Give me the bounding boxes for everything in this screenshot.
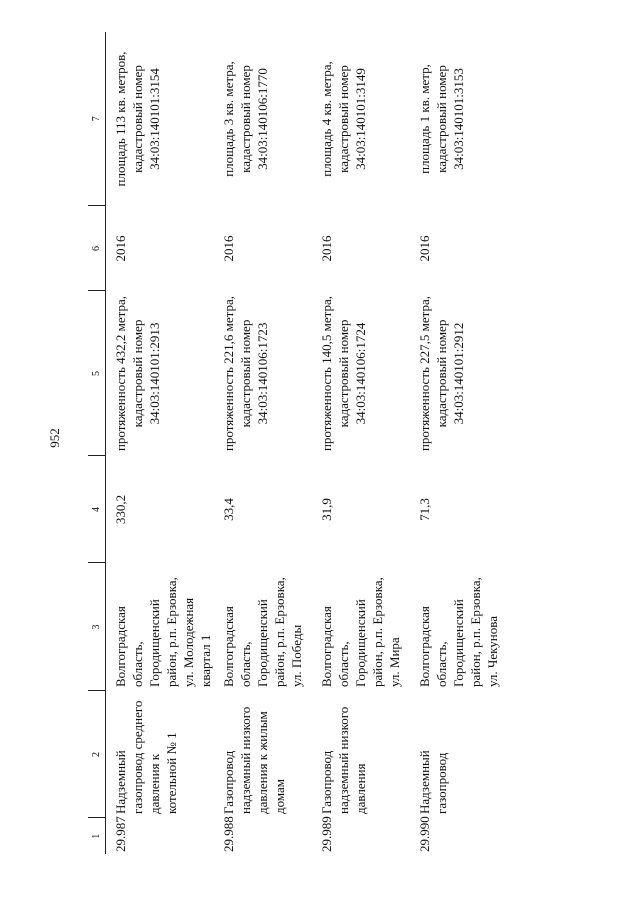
object-year: 2016 (113, 235, 128, 262)
header-row (88, 32, 106, 854)
object-address: Волгоградская область, Городищенский район, р.п. Ерзовка, ул. Победы (221, 577, 304, 687)
object-length: протяженность 221,6 метра, кадастровый номер 34:03:140106:1723 (221, 295, 270, 452)
column-header: 5 (88, 291, 106, 456)
object-name: Газопровод надземный низкого давления к жилым домам (221, 706, 287, 814)
object-area: площадь 113 кв. метров, кадастровый номер 34:03:140101:3154 (113, 51, 162, 187)
object-name: Надземный газопровод среднего давления к котельной № 1 (113, 700, 179, 814)
row-number: 29.988 (221, 816, 236, 852)
object-address: Волгоградская область, Городищенский район, р.п. Ерзовка, ул. Чекунова (417, 577, 500, 687)
object-year: 2016 (417, 235, 432, 262)
column-header: 7 (88, 32, 106, 206)
object-length: протяженность 227,5 метра, кадастровый номер 34:03:140101:2912 (417, 295, 466, 452)
row-number: 29.989 (319, 816, 334, 852)
table-row (410, 32, 508, 854)
object-value: 31,9 (319, 498, 334, 521)
object-length: протяженность 432,2 метра, кадастровый номер 34:03:140101:2913 (113, 295, 162, 452)
object-value: 330,2 (113, 494, 128, 525)
table-row (214, 32, 312, 854)
column-header: 1 (88, 818, 106, 854)
object-value: 33,4 (221, 498, 236, 521)
column-header: 3 (88, 563, 106, 691)
object-name: Надземный газопровод (417, 750, 449, 814)
object-year: 2016 (221, 235, 236, 262)
row-number: 29.987 (113, 816, 128, 852)
column-header: 2 (88, 691, 106, 818)
page-number: 952 (47, 428, 62, 448)
column-header: 4 (88, 456, 106, 563)
object-area: площадь 4 кв. метра, кадастровый номер 34:03:140101:3149 (319, 61, 368, 177)
object-length: протяженность 140,5 метра, кадастровый номер 34:03:140106:1724 (319, 295, 368, 452)
row-number: 29.990 (417, 816, 432, 852)
column-header: 6 (88, 206, 106, 291)
object-address: Волгоградская область, Городищенский район, р.п. Ерзовка, ул. Молодежная квартал 1 (113, 577, 213, 687)
rotated-table-container (88, 32, 538, 854)
property-table (88, 32, 508, 854)
object-name: Газопровод надземный низкого давления (319, 706, 368, 814)
object-value: 71,3 (417, 498, 432, 521)
table-row (312, 32, 410, 854)
object-area: площадь 1 кв. метр, кадастровый номер 34:03:140101:3153 (417, 64, 466, 174)
object-year: 2016 (319, 235, 334, 262)
table-row (106, 32, 215, 854)
object-area: площадь 3 кв. метра, кадастровый номер 34:03:140106:1770 (221, 61, 270, 177)
object-address: Волгоградская область, Городищенский район, р.п. Ерзовка, ул. Мира (319, 577, 402, 687)
